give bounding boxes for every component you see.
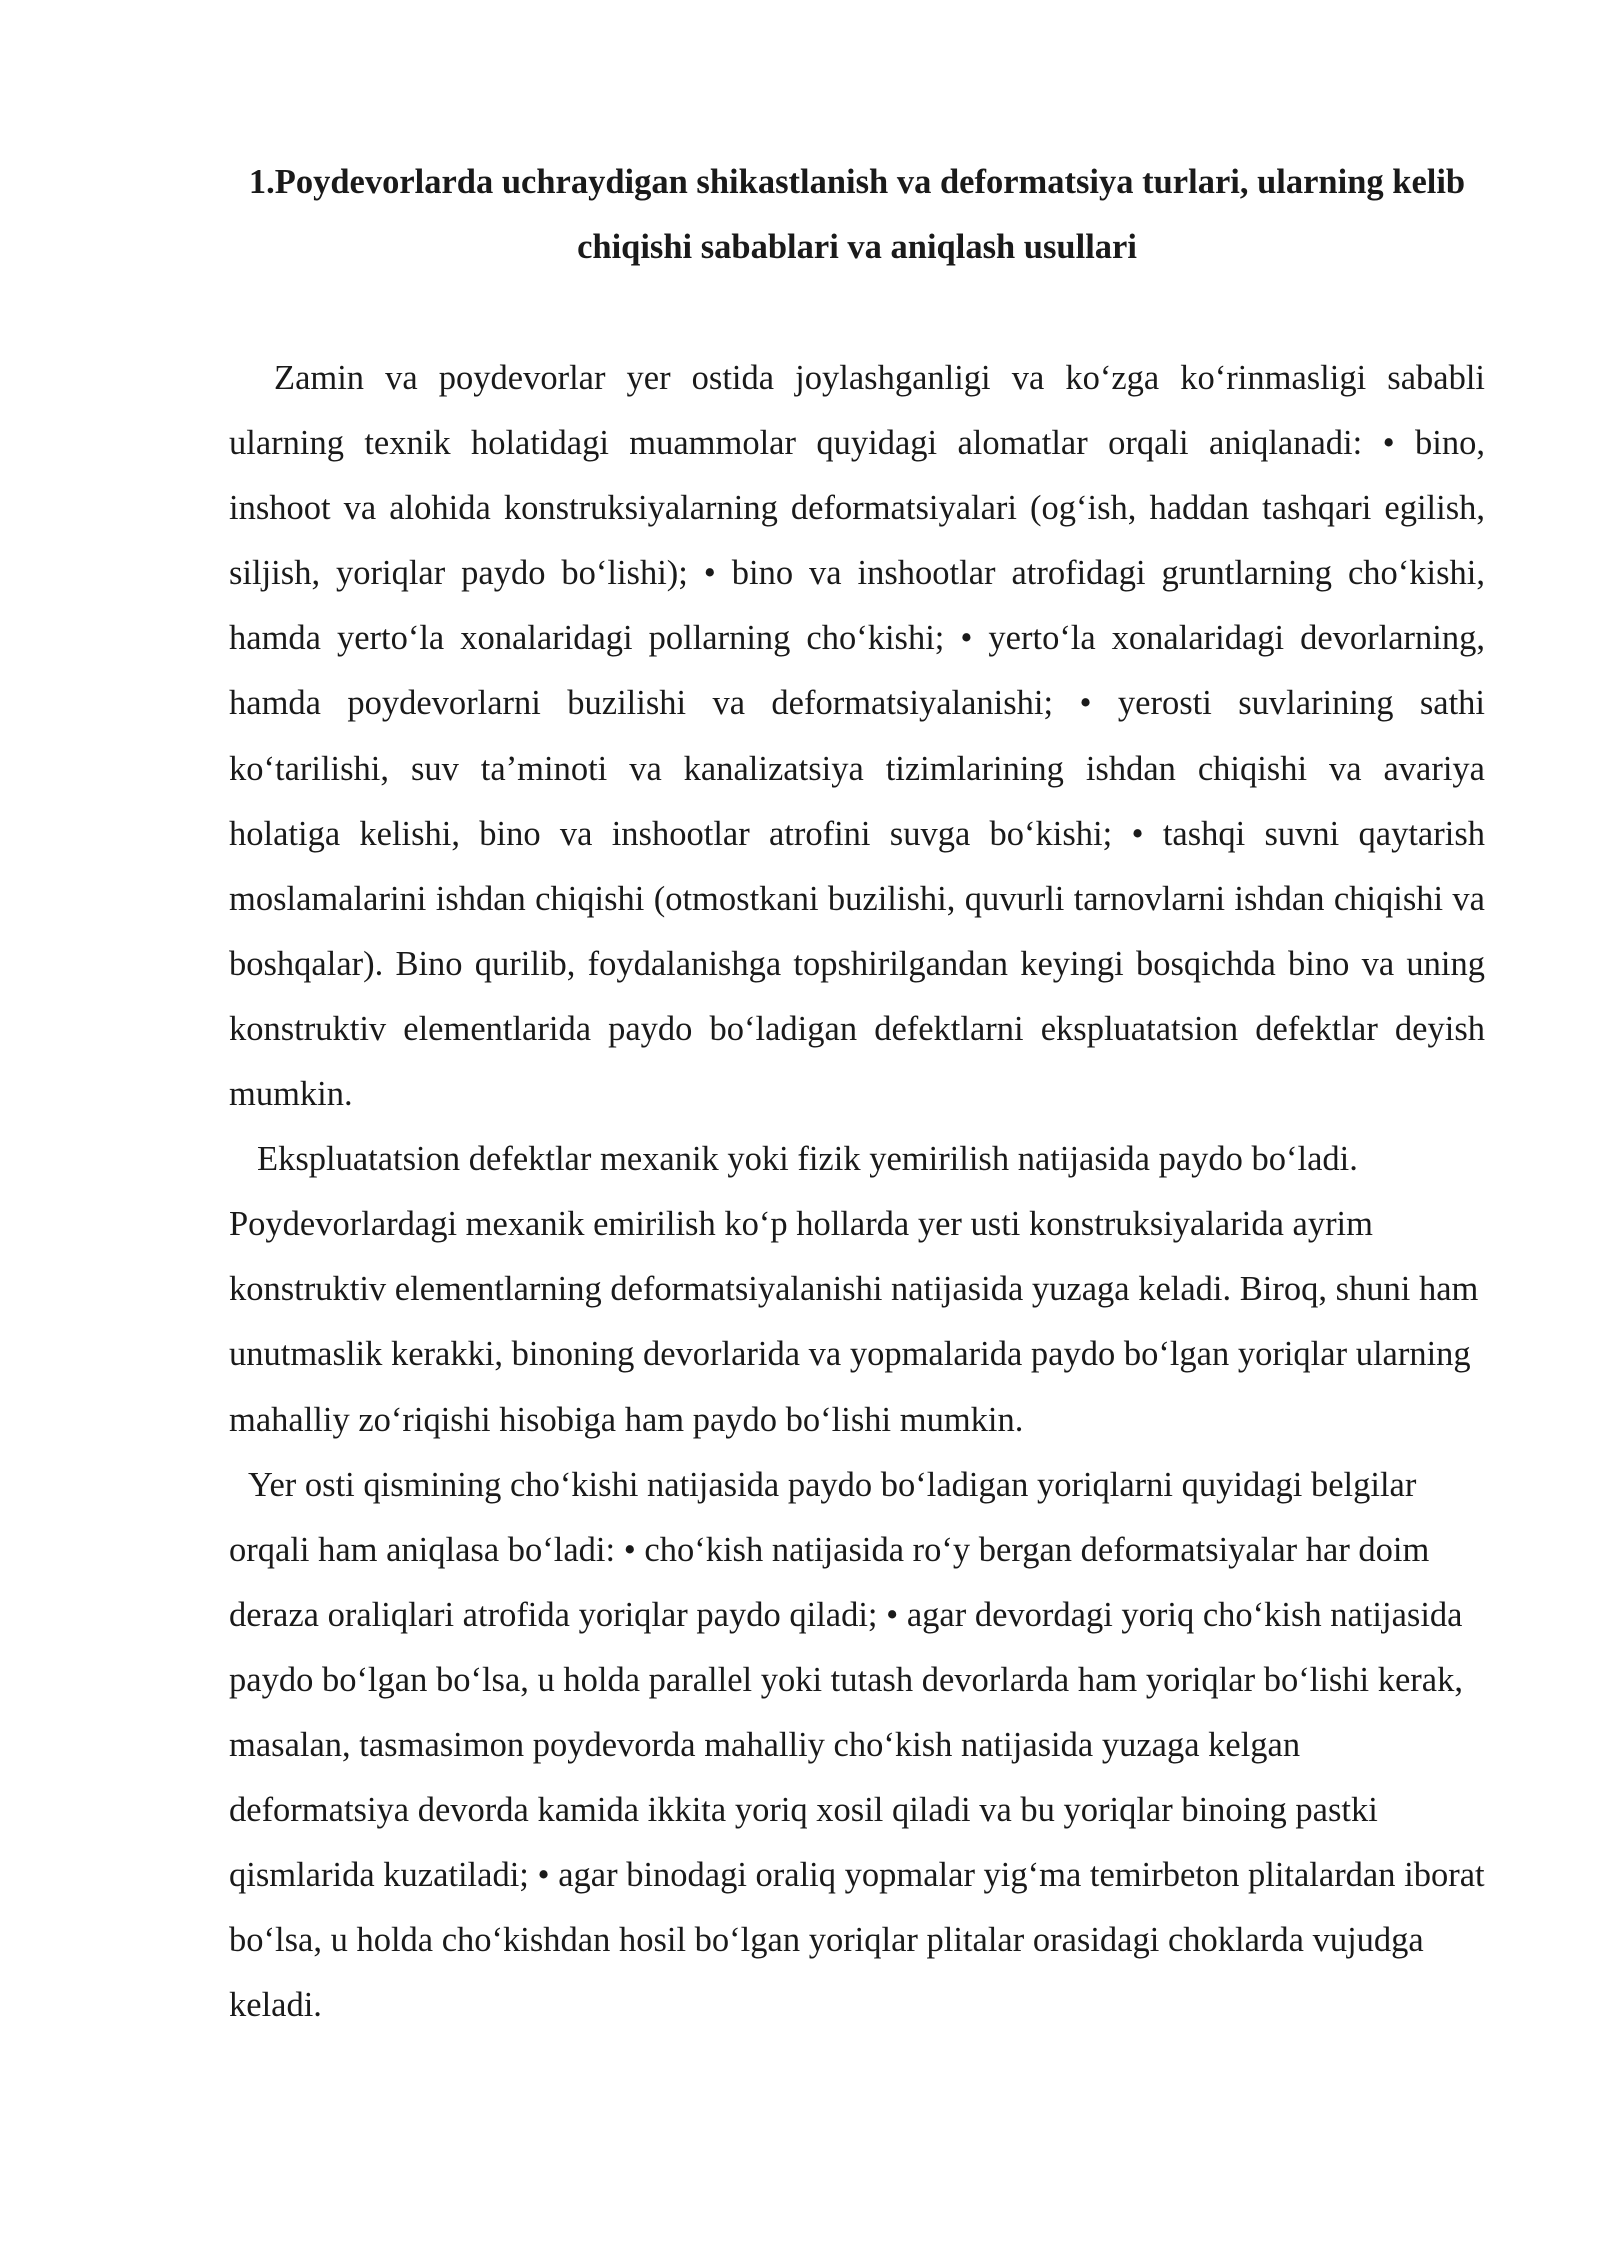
document-title: 1.Poydevorlarda uchraydigan shikastlanish va deformatsiya turlari, ularning kelib chiqishi sabablari va aniqlash usullari <box>248 163 1466 266</box>
paragraph-operational-defects: Ekspluatatsion defektlar mexanik yoki fizik yemirilish natijasida paydo boʻladi. Poydevorlardagi mexanik emirilish koʻp hollarda yer usti konstruksiyalarida ayrim konstruktiv elementlarning deformatsiyalanishi natijasida yuzaga keladi. Biroq, shuni ham unutmaslik kerakki, binoning devorlarida va yopmalarida paydo boʻlgan yoriqlar ularning mahalliy zoʻriqishi hisobiga ham paydo boʻlishi mumkin. <box>229 1140 1479 1439</box>
document-page <box>229 150 1485 2038</box>
paragraph-settlement-cracks: Yer osti qismining choʻkishi natijasida paydo boʻladigan yoriqlarni quyidagi belgilar orqali ham aniqlasa boʻladi: • choʻkish natijasida roʻy bergan deformatsiyalar har doim deraza oraliqlari atrofida yoriqlar paydo qiladi; • agar devordagi yoriq choʻkish natijasida paydo boʻlgan boʻlsa, u holda parallel yoki tutash devorlarda ham yoriqlar boʻlishi kerak, masalan, tasmasimon poydevorda mahalliy choʻkish natijasida yuzaga kelgan deformatsiya devorda kamida ikkita yoriq xosil qiladi va bu yoriqlar binoing pastki qismlarida kuzatiladi; • agar binodagi oraliq yopmalar yigʻma temirbeton plitalardan iborat boʻlsa, u holda choʻkishdan hosil boʻlgan yoriqlar plitalar orasidagi choklarda vujudga keladi. <box>229 1465 1485 2025</box>
paragraph-symptoms: Zamin va poydevorlar yer ostida joylashganligi va koʻzga koʻrinmasligi sababli ularning texnik holatidagi muammolar quyidagi alomatlar orqali aniqlanadi: • bino, inshoot va alohida konstruksiyalarning deformatsiyalari (ogʻish, haddan tashqari egilish, siljish, yoriqlar paydo boʻlishi); • bino va inshootlar atrofidagi gruntlarning choʻkishi, hamda yertoʻla xonalaridagi pollarning choʻkishi; • yertoʻla xonalaridagi devorlarning, hamda poydevorlarni buzilishi va deformatsiyalanishi; • yerosti suvlarining sathi koʻtarilishi, suv taʼminoti va kanalizatsiya tizimlarining ishdan chiqishi va avariya holatiga kelishi, bino va inshootlar atrofini suvga boʻkishi; • tashqi suvni qaytarish moslamalarini ishdan chiqishi (otmostkani buzilishi, quvurli tarnovlarni ishdan chiqishi va boshqalar). Bino qurilib, foydalanishga topshirilgandan keyingi bosqichda bino va uning konstruktiv elementlarida paydo boʻladigan defektlarni ekspluatatsion defektlar deyish mumkin. <box>229 359 1485 1114</box>
